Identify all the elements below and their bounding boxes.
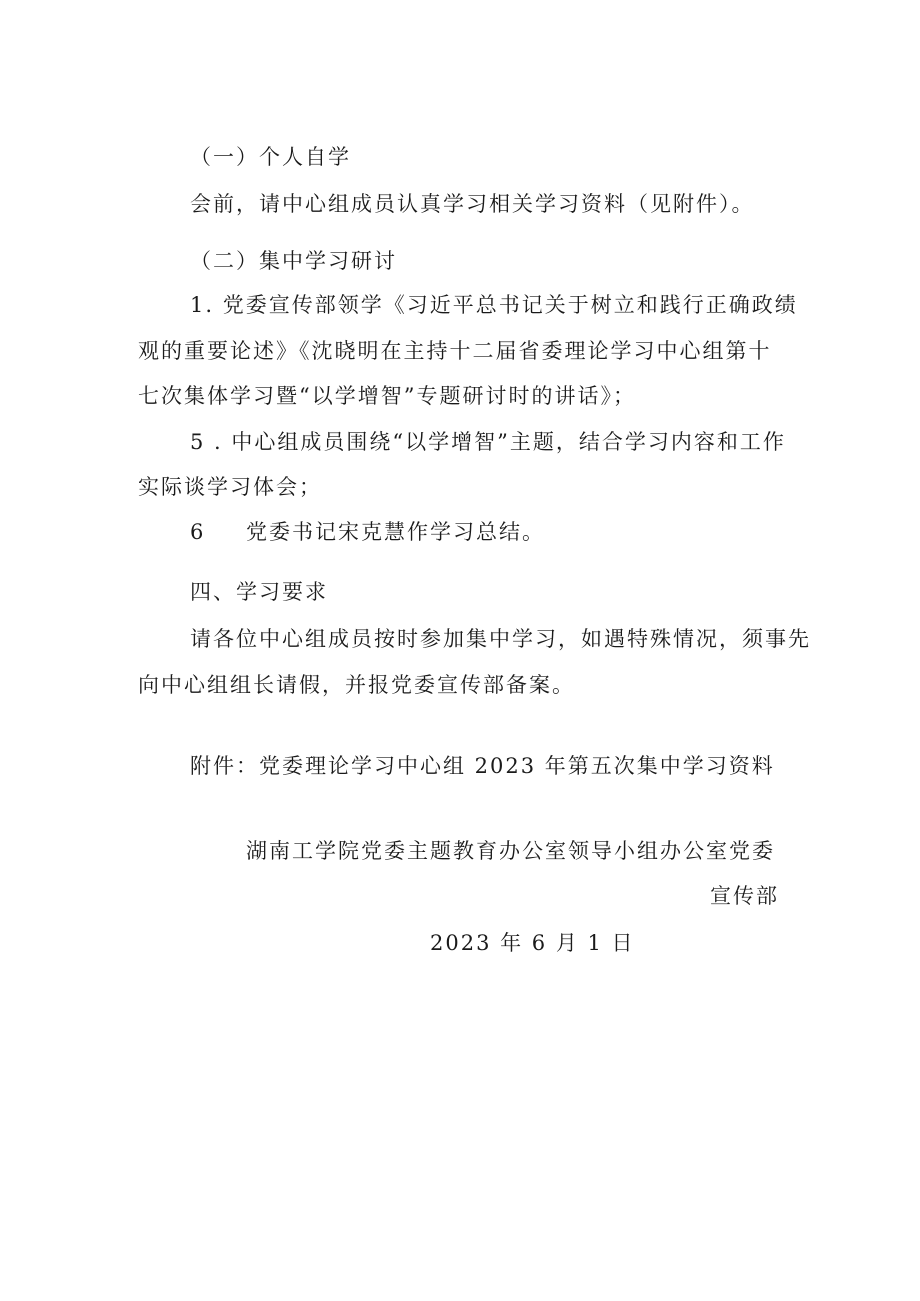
requirements-line-1: 请各位中心组成员按时参加集中学习，如遇特殊情况，须事先 — [190, 627, 811, 651]
issue-date: 2023 年 6 月 1 日 — [430, 931, 635, 955]
self-study-paragraph: 会前，请中心组成员认真学习相关学习资料（见附件）。 — [190, 192, 755, 216]
section-heading-self-study: （一）个人自学 — [190, 145, 351, 169]
signature-line-2: 宣传部 — [710, 884, 779, 908]
item-3-text: 党委书记宋克慧作学习总结。 — [246, 520, 545, 544]
attachment-note: 附件：党委理论学习中心组 2023 年第五次集中学习资料 — [190, 754, 775, 778]
item-1-line-2: 观的重要论述》《沈晓明在主持十二届省委理论学习中心组第十 — [138, 339, 772, 363]
signature-line-1: 湖南工学院党委主题教育办公室领导小组办公室党委 — [246, 839, 775, 863]
item-1-line-1: 1. 党委宣传部领学《习近平总书记关于树立和践行正确政绩 — [190, 293, 798, 317]
section-heading-group-study: （二）集中学习研讨 — [190, 249, 397, 273]
item-3-number: 6 — [190, 520, 206, 544]
item-1-line-3: 七次集体学习暨“以学增智”专题研讨时的讲话》； — [138, 384, 636, 408]
item-2-line-1: 5 . 中心组成员围绕“以学增智”主题，结合学习内容和工作 — [190, 430, 786, 454]
item-2-line-2: 实际谈学习体会； — [138, 475, 322, 499]
requirements-line-2: 向中心组组长请假，并报党委宣传部备案。 — [138, 673, 575, 697]
section-heading-requirements: 四、学习要求 — [190, 580, 328, 604]
